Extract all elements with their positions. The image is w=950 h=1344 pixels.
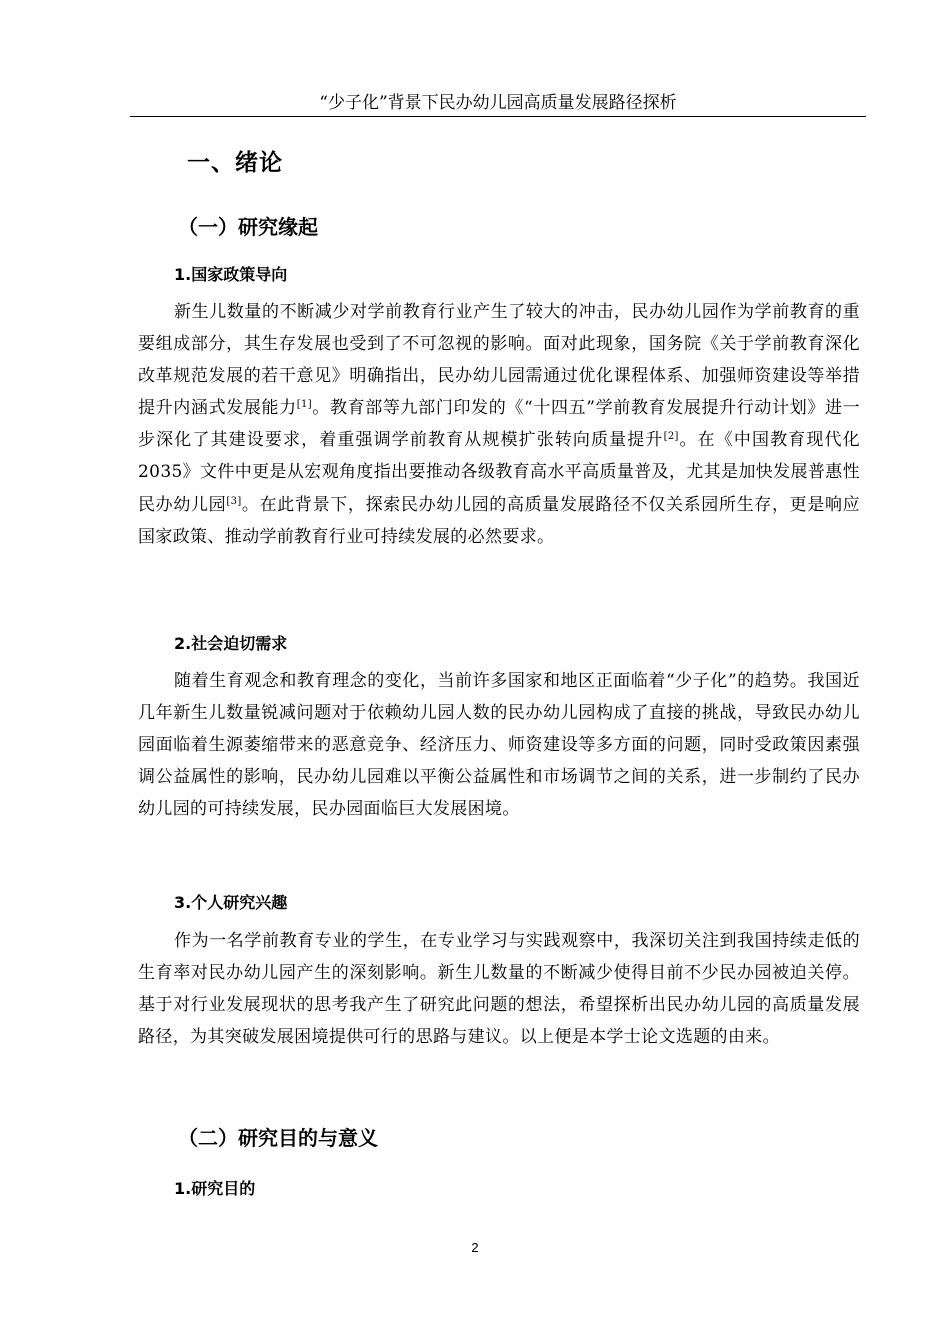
subsection-heading-research-purpose: 1.研究目的 <box>174 1179 256 1198</box>
citation-1: [1] <box>296 399 313 411</box>
paragraph-policy <box>138 296 860 553</box>
section-heading-research-origin: （一）研究缘起 <box>178 215 318 239</box>
paragraph-social-need: 随着生育观念和教育理念的变化，当前许多国家和地区正面临着“少子化”的趋势。我国近几年新生儿数量锐减问题对于依赖幼儿园人数的民办幼儿园构成了直接的挑战，导致民办幼儿园面临着生源萎缩带来的恶意竞争、经济压力、师资建设等多方面的问题，同时受政策因素强调公益属性的影响，民办幼儿园难以平衡公益属性和市场调节之间的关系，进一步制约了民办幼儿园的可持续发展，民办园面临巨大发展困境。 <box>138 671 860 820</box>
page-number: 2 <box>471 1240 479 1255</box>
header-rule <box>130 116 866 117</box>
subsection-heading-policy: 1.国家政策导向 <box>174 265 288 284</box>
paragraph-personal-interest: 作为一名学前教育专业的学生，在专业学习与实践观察中，我深切关注到我国持续走低的生育率对民办幼儿园产生的深刻影响。新生儿数量的不断减少使得目前不少民办园被迫关停。基于对行业发展现状的思考我产生了研究此问题的想法，希望探析出民办幼儿园的高质量发展路径，为其突破发展困境提供可行的思路与建议。以上便是本学士论文选题的由来。 <box>138 931 860 1048</box>
chapter-title: 一、绪论 <box>187 150 283 176</box>
subsection-heading-personal-interest: 3.个人研究兴趣 <box>174 893 288 912</box>
paragraph-policy-part-c: 。在《中国教育现代化 2035》文件中更是从宏观角度指出要推动各级教育高水平高质量普及，尤其是加快发展普惠性民办幼儿园 <box>138 430 861 515</box>
subsection-heading-social-need: 2.社会迫切需求 <box>174 634 288 653</box>
paragraph-policy-part-b: 。教育部等九部门印发的《“十四五”学前教育发展提升行动计划》进一步深化了其建设要求，着重强调学前教育从规模扩张转向质量提升 <box>138 398 860 451</box>
citation-3: [3] <box>226 495 242 507</box>
paragraph-policy-part-a: 新生儿数量的不断减少对学前教育行业产生了较大的冲击，民办幼儿园作为学前教育的重要组成部分，其生存发展也受到了不可忽视的影响。面对此现象，国务院《关于学前教育深化改革规范发展的若干意见》明确指出，民办幼儿园需通过优化课程体系、加强师资建设等举措提升内涵式发展能力 <box>138 302 860 419</box>
section-heading-purpose-significance: （二）研究目的与意义 <box>178 1126 378 1150</box>
citation-2: [2] <box>663 431 679 443</box>
running-header-title: “少子化”背景下民办幼儿园高质量发展路径探析 <box>319 93 677 113</box>
paragraph-policy-part-d: 。在此背景下，探索民办幼儿园的高质量发展路径不仅关系园所生存，更是响应国家政策、推动学前教育行业可持续发展的必然要求。 <box>138 494 861 547</box>
